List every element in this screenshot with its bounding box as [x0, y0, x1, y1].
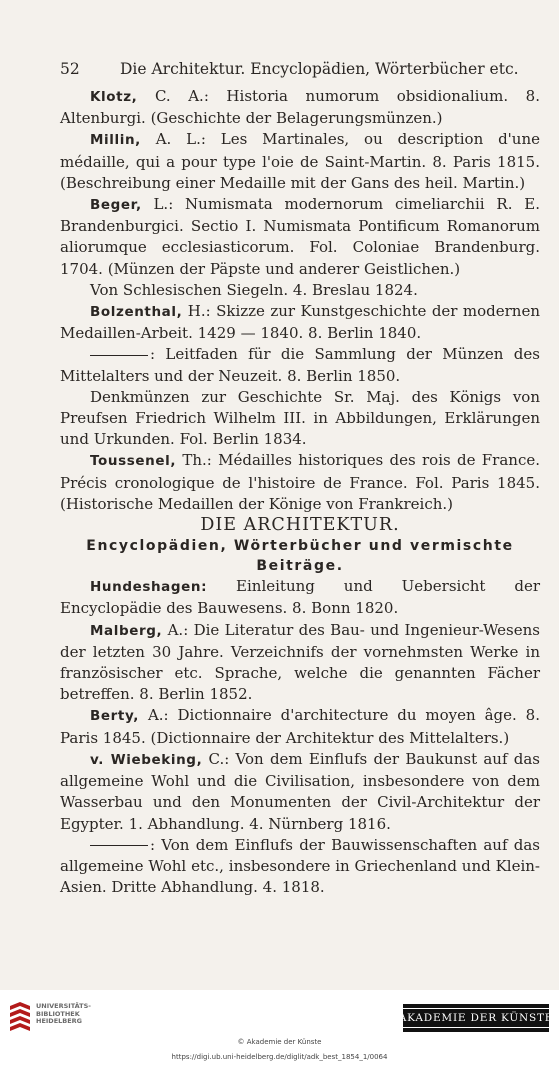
bibliography-entry: [60, 450, 540, 515]
entry-text: A.: Die Literatur des Bau- und Ingenieur-Wesens der letzten 30 Jahre. Verzeichnifs der vornehmsten Werke in französischer etc. Sprache, welche die genannten Fächer betreffen. 8. Berlin 1852.: [60, 620, 540, 704]
bibliography-entry: [60, 705, 540, 748]
author-name: Hundeshagen:: [90, 579, 208, 596]
bibliography-entry: [60, 194, 540, 280]
ditto-dash: [90, 845, 148, 846]
bibliography-entry: [60, 576, 540, 619]
entry-text: C. A.: Historia numorum obsidionalium. 8. Altenburgi. (Geschichte der Belagerungsmünzen.): [60, 87, 540, 128]
section-title: DIE ARCHITEKTUR.: [200, 515, 400, 536]
akademie-logo: [398, 1004, 554, 1032]
running-title: Die Architektur. Encyclopädien, Wörterbücher etc.: [120, 60, 519, 78]
author-name: Berty,: [90, 708, 140, 725]
entry-text: Von Schlesischen Siegeln. 4. Breslau 1824.: [90, 280, 418, 299]
bibliography-entry: [60, 301, 540, 344]
bibliography-entry: [60, 344, 540, 386]
entry-text: : Von dem Einflufs der Bauwissenschaften auf das allgemeine Wohl etc., insbesondere in Griechenland und Klein-Asien. Dritte Abhandlung. 4. 1818.: [60, 835, 540, 897]
bibliography-entry: [60, 387, 540, 451]
running-head: [60, 60, 519, 78]
author-name: v. Wiebeking,: [90, 751, 203, 768]
page-text: [60, 86, 540, 898]
entry-text: C.: Von dem Einflufs der Baukunst auf das allgemeine Wohl und die Civilisation, insbesondere von dem Wasserbau und den Monumenten der Civil-Architektur der Egypter. 1. Abhandlung. 4. Nürnberg 1816.: [60, 749, 540, 833]
entry-text: Einleitung und Uebersicht der Encyclopädie des Bauwesens. 8. Bonn 1820.: [60, 577, 540, 618]
bibliography-bottom: [60, 576, 540, 898]
author-name: Toussenel,: [90, 453, 177, 470]
copyright-notice: © Akademie der Künste: [237, 1038, 322, 1046]
library-logo-icon: [8, 1002, 32, 1032]
bibliography-entry: [60, 749, 540, 835]
section-subtitle-line1: Encyclopädien, Wörterbücher und vermischte: [86, 538, 514, 555]
page-number: 52: [60, 60, 80, 78]
entry-text: Denkmünzen zur Geschichte Sr. Maj. des Königs von Preufsen Friedrich Wilhelm III. in Abbildungen, Erklärungen und Urkunden. Fol. Berlin 1834.: [60, 387, 540, 449]
bibliography-entry: [60, 129, 540, 194]
author-name: Malberg,: [90, 622, 163, 639]
entry-text: A.: Dictionnaire d'architecture du moyen âge. 8. Paris 1845. (Dictionnaire der Architektur des Mittelalters.): [60, 706, 540, 747]
entry-text: L.: Numismata modernorum cimeliarchii R. E. Brandenburgici. Sectio I. Numismata Pontificum Romanorum aliorumque ecclesiasticorum. Fol. Coloniae Brandenburg. 1704. (Münzen der Päpste und anderer Geistlichen.): [60, 195, 540, 278]
author-name: Millin,: [90, 132, 141, 149]
library-name: UNIVERSITÄTS-BIBLIOTHEK HEIDELBERG: [36, 1002, 91, 1025]
entry-text: A. L.: Les Martinales, ou description d'une médaille, qui a pour type l'oie de Saint-Martin. 8. Paris 1815. (Beschreibung einer Medaille mit der Gans des heil. Martin.): [60, 130, 540, 192]
entry-text: Th.: Médailles historiques des rois de France. Précis cronologique de l'histoire de France. Fol. Paris 1845. (Historische Medaillen der Könige von Frankreich.): [60, 451, 540, 513]
author-name: Klotz,: [90, 89, 138, 105]
bibliography-top: [60, 86, 540, 515]
entry-text: H.: Skizze zur Kunstgeschichte der modernen Medaillen-Arbeit. 1429 — 1840. 8. Berlin 1840.: [60, 302, 540, 343]
author-name: Beger,: [90, 197, 142, 214]
bibliography-entry: [60, 835, 540, 899]
bibliography-entry: [60, 620, 540, 706]
entry-text: : Leitfaden für die Sammlung der Münzen des Mittelalters und der Neuzeit. 8. Berlin 1850.: [60, 345, 540, 385]
bibliography-entry: [60, 86, 540, 129]
section-subtitle: [60, 536, 540, 576]
akademie-label: AKADEMIE DER KÜNSTE: [392, 1008, 559, 1028]
author-name: Bolzenthal,: [90, 304, 183, 321]
source-url[interactable]: https://digi.ub.uni-heidelberg.de/diglit/adk_best_1854_1/0064: [171, 1053, 388, 1061]
ditto-dash: [90, 355, 148, 356]
bibliography-entry: [60, 280, 540, 301]
section-subtitle-line2: Beiträge.: [256, 558, 344, 575]
